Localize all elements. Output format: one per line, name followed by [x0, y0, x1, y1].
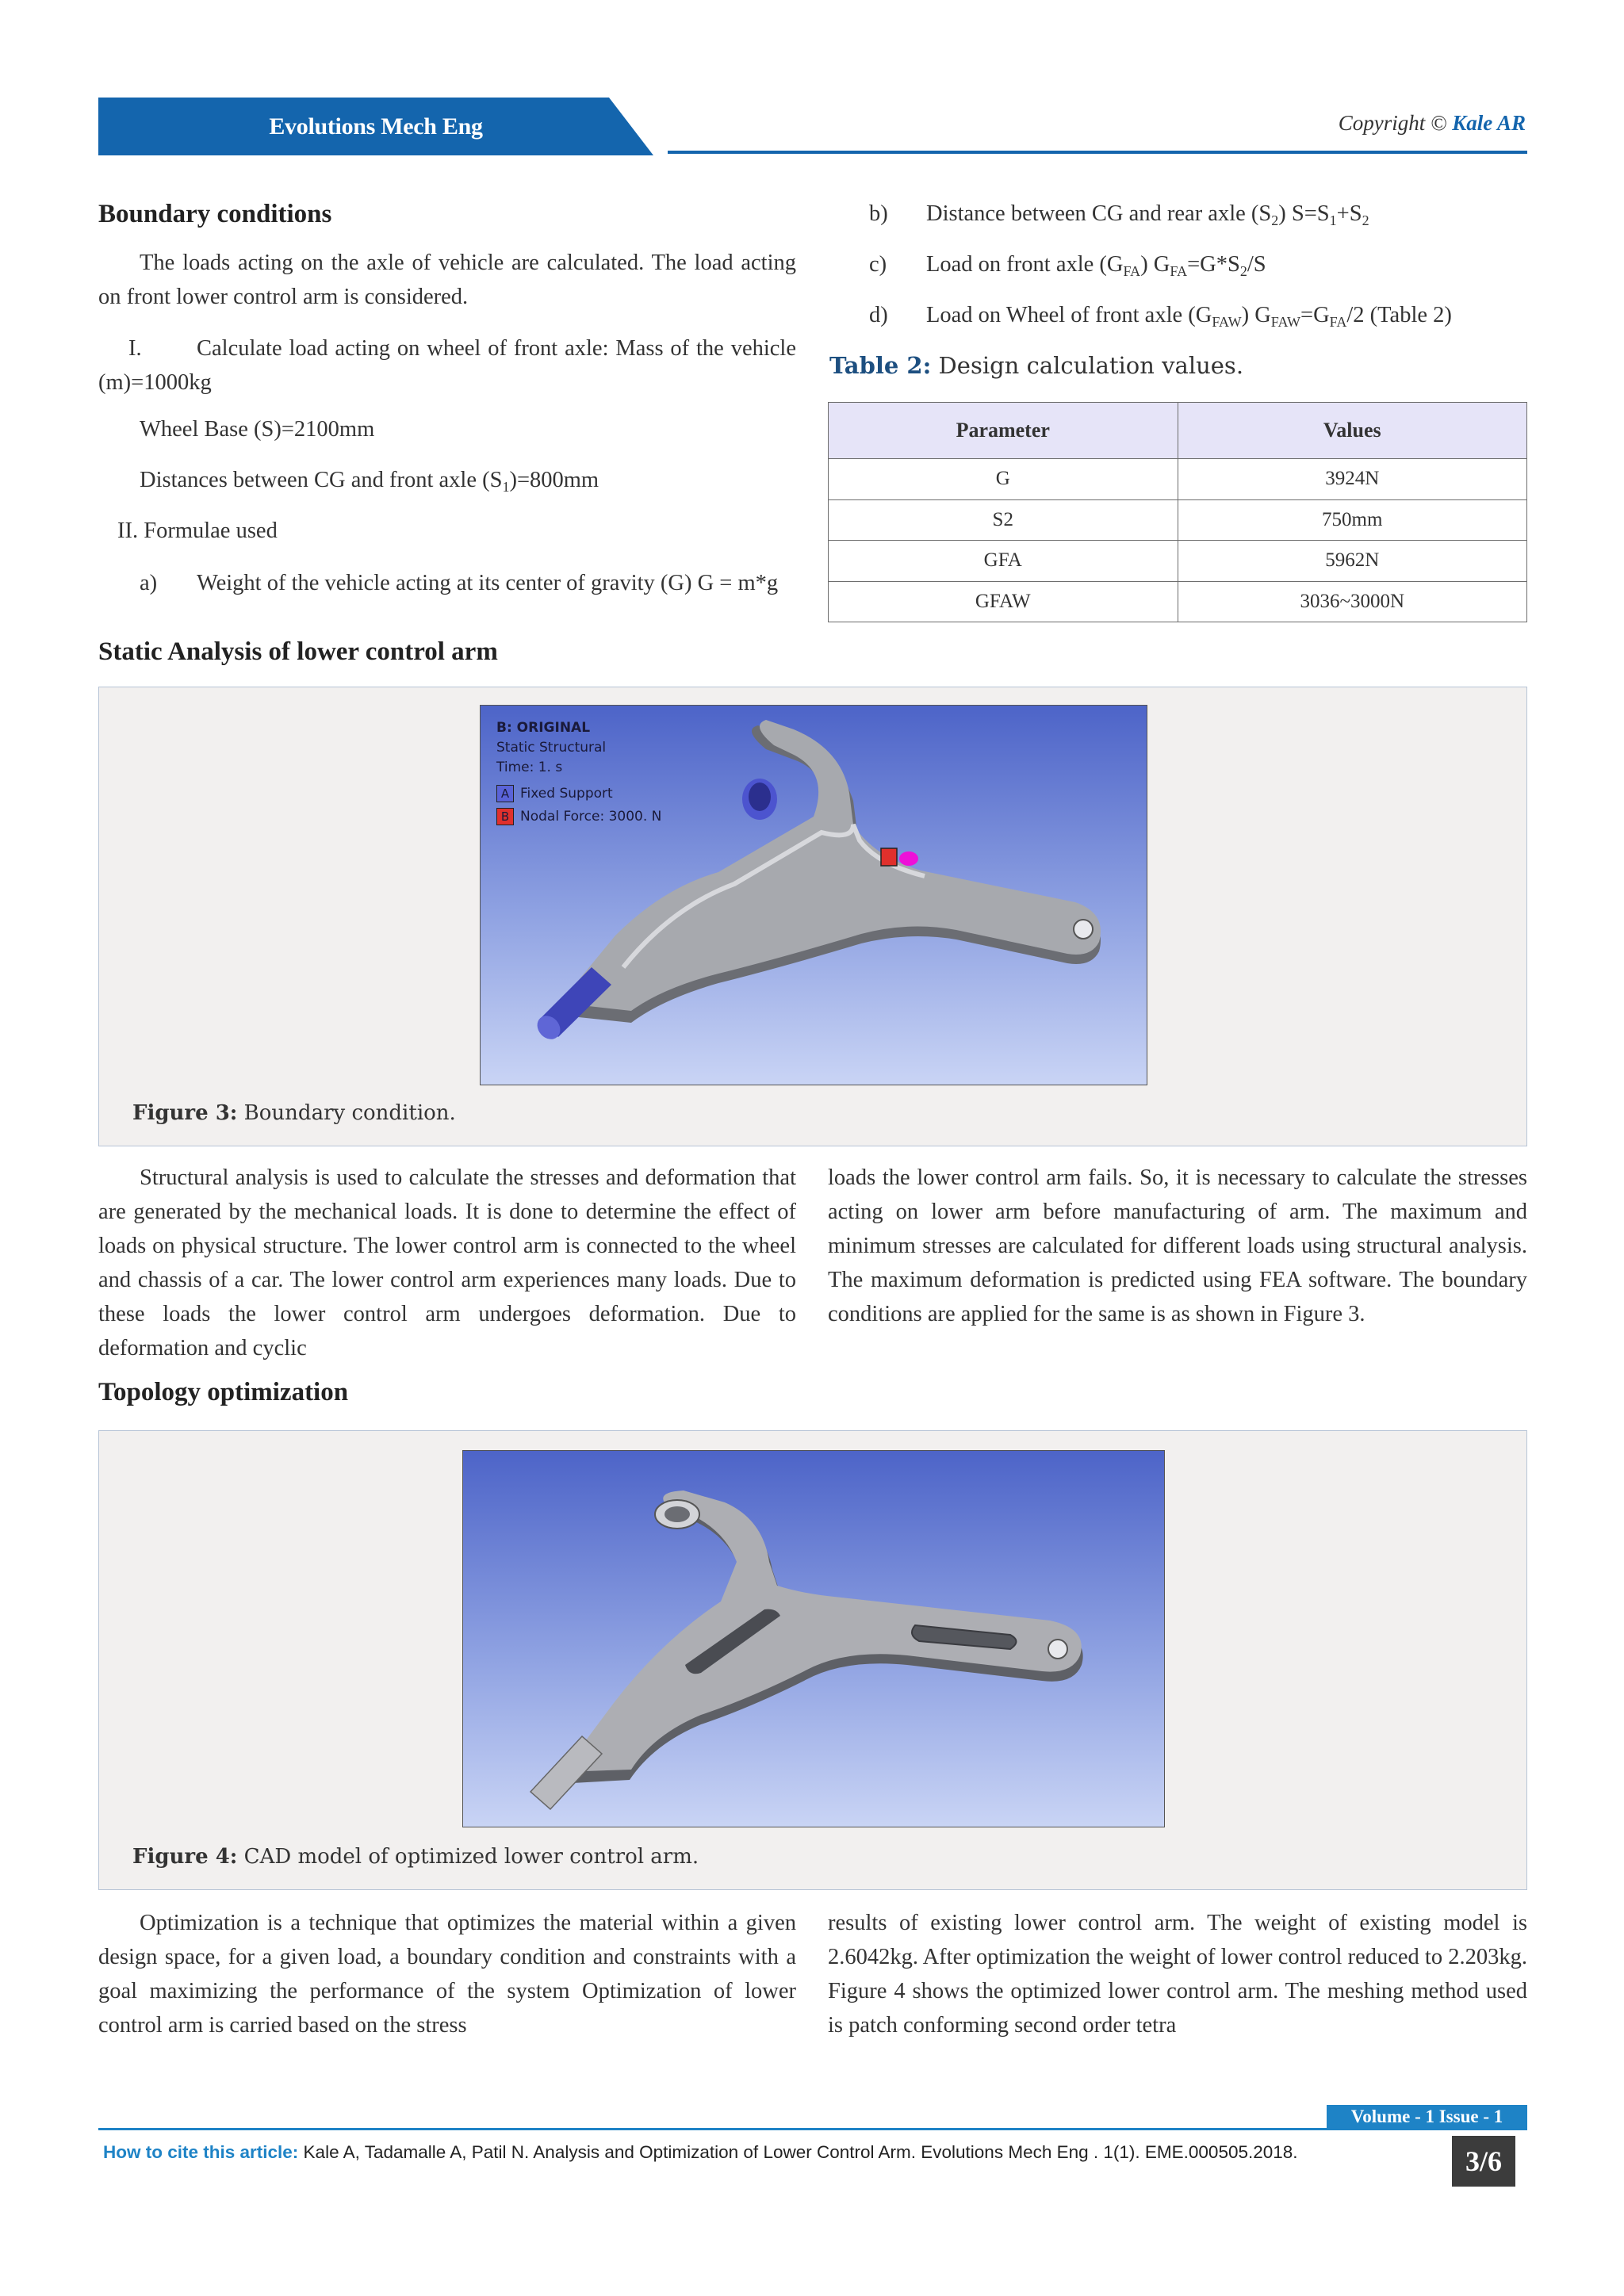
formula-d-text: Load on Wheel of front axle (G	[926, 303, 1212, 327]
legend-nodal-force: Nodal Force: 3000. N	[520, 809, 662, 825]
distance-front-sub: 1	[502, 479, 510, 495]
formula-b-text: Distance between CG and rear axle (S	[926, 201, 1272, 226]
table-header-values: Values	[1178, 403, 1527, 459]
citation-label: How to cite this article:	[103, 2142, 299, 2162]
list-item-a-text: Weight of the vehicle acting at its center of gravity (G) G = m*g	[197, 571, 779, 595]
legend-title: B: ORIGINAL	[496, 720, 591, 736]
formula-c-label: c)	[869, 252, 887, 277]
figure-3-label: Figure 3:	[132, 1101, 238, 1125]
table-row	[829, 581, 1527, 622]
table-cell: 3036~3000N	[1178, 581, 1527, 622]
list-item-1-num: I.	[128, 336, 142, 361]
table-cell: 5962N	[1178, 541, 1527, 582]
header-rule	[668, 151, 1527, 154]
formula-b-label: b)	[869, 201, 888, 226]
page-number: 3/6	[1452, 2136, 1515, 2187]
figure-3-caption	[132, 1101, 456, 1125]
list-item-1	[98, 331, 796, 400]
figure-4-label: Figure 4:	[132, 1845, 238, 1869]
design-values-table	[828, 402, 1527, 622]
table-cell: 3924N	[1178, 459, 1527, 500]
paragraph-optimization-left: Optimization is a technique that optimizes the material within a given design space, for a given load, a boundary condition and constraints with a goal maximizing the performance of the system Optimization of lower control arm is carried based on the stress	[98, 1911, 796, 2038]
formula-d-label: d)	[869, 303, 888, 327]
list-item-1-text: Calculate load acting on wheel of front axle: Mass of the vehicle (m)=1000kg	[98, 336, 796, 395]
list-item-a-label: a)	[140, 571, 158, 595]
footer-rule	[98, 2128, 1527, 2130]
distance-front-prefix: Distances between CG and front axle (S	[140, 468, 503, 492]
paragraph-boundary-intro: The loads acting on the axle of vehicle are calculated. The load acting on front lower control arm is considered.	[98, 251, 796, 309]
paragraph-structural-right: loads the lower control arm fails. So, it is necessary to calculate the stresses acting on lower arm before manufacturing of arm. The maximum and minimum stresses are calculated for different loads using structural analysis. The maximum deformation is predicted using FEA software. The boundary conditions are applied for the same is as shown in Figure 3.	[828, 1165, 1527, 1326]
formula-c: c) Load on front axle $(G_{FA})$ $G_{FA}=G*S_2/S$	[869, 252, 1266, 279]
table-caption	[829, 352, 1243, 379]
list-item-2: II. Formulae used	[117, 519, 278, 543]
figure-3-image	[480, 705, 1147, 1085]
distance-front-axle-text	[140, 468, 599, 496]
legend-tag-a: A	[496, 785, 514, 802]
table-header-row	[829, 403, 1527, 459]
citation-text: Kale A, Tadamalle A, Patil N. Analysis and Optimization of Lower Control Arm. Evolutions Mech Eng . 1(1). EME.000505.2018.	[298, 2142, 1298, 2162]
formula-b: b) Distance between CG and rear axle $(S_2)$ $S=S_1+S_2$	[869, 201, 1369, 228]
figure-4	[98, 1430, 1527, 1890]
copyright-author: Kale AR	[1452, 111, 1526, 135]
table-cell: G	[829, 459, 1178, 500]
legend-tag-b: B	[496, 808, 514, 825]
heading-topology-optimization: Topology optimization	[98, 1378, 349, 1406]
legend-type: Static Structural	[496, 740, 607, 756]
table-label: Table 2:	[829, 352, 932, 379]
formula-d: d) Load on Wheel of front axle $(G_{FAW})$ $G_{FAW}=G_{FA}/2$ (Table 2)	[869, 303, 1452, 330]
figure-4-caption-text: CAD model of optimized lower control arm.	[243, 1845, 699, 1869]
list-item-a	[140, 566, 796, 600]
control-arm-original-graphic	[481, 706, 1147, 1085]
table-row	[829, 499, 1527, 541]
journal-title: Evolutions Mech Eng	[269, 113, 483, 140]
table-header-parameter: Parameter	[829, 403, 1178, 459]
wheel-base-text: Wheel Base (S)=2100mm	[140, 417, 375, 442]
table-caption-text: Design calculation values.	[938, 352, 1244, 379]
formula-c-text: Load on front axle (G	[926, 252, 1124, 277]
legend-fixed-support: Fixed Support	[520, 786, 613, 802]
heading-static-analysis: Static Analysis of lower control arm	[98, 637, 498, 666]
table-cell: 750mm	[1178, 499, 1527, 541]
copyright	[1339, 111, 1526, 136]
table-cell: S2	[829, 499, 1178, 541]
table-cell: GFAW	[829, 581, 1178, 622]
paragraph-structural-left: Structural analysis is used to calculate the stresses and deformation that are generated by the mechanical loads. It is done to determine the effect of loads on physical structure. The lower control arm is connected to the wheel and chassis of a car. The lower control arm experiences many loads. Due to these loads the lower control arm undergoes deformation. Due to deformation and cyclic	[98, 1165, 796, 1360]
heading-boundary-conditions: Boundary conditions	[98, 200, 332, 228]
table-row	[829, 541, 1527, 582]
copyright-prefix: Copyright ©	[1338, 111, 1447, 135]
paragraph-optimization-right: results of existing lower control arm. The weight of existing model is 2.6042kg. After optimization the weight of lower control reduced to 2.203kg. Figure 4 shows the optimized lower control arm. The meshing method used is patch conforming second order tetra	[828, 1911, 1527, 2038]
legend-time: Time: 1. s	[496, 760, 563, 775]
citation	[103, 2142, 1298, 2163]
table-cell: GFA	[829, 541, 1178, 582]
figure-4-caption	[132, 1845, 699, 1869]
figure-4-image	[462, 1450, 1165, 1827]
table-row	[829, 459, 1527, 500]
figure-3	[98, 687, 1527, 1146]
volume-issue-badge: Volume - 1 Issue - 1	[1327, 2105, 1527, 2129]
figure-3-caption-text: Boundary condition.	[243, 1101, 456, 1125]
control-arm-optimized-graphic	[463, 1451, 1165, 1827]
distance-front-suffix: )=800mm	[509, 468, 599, 492]
